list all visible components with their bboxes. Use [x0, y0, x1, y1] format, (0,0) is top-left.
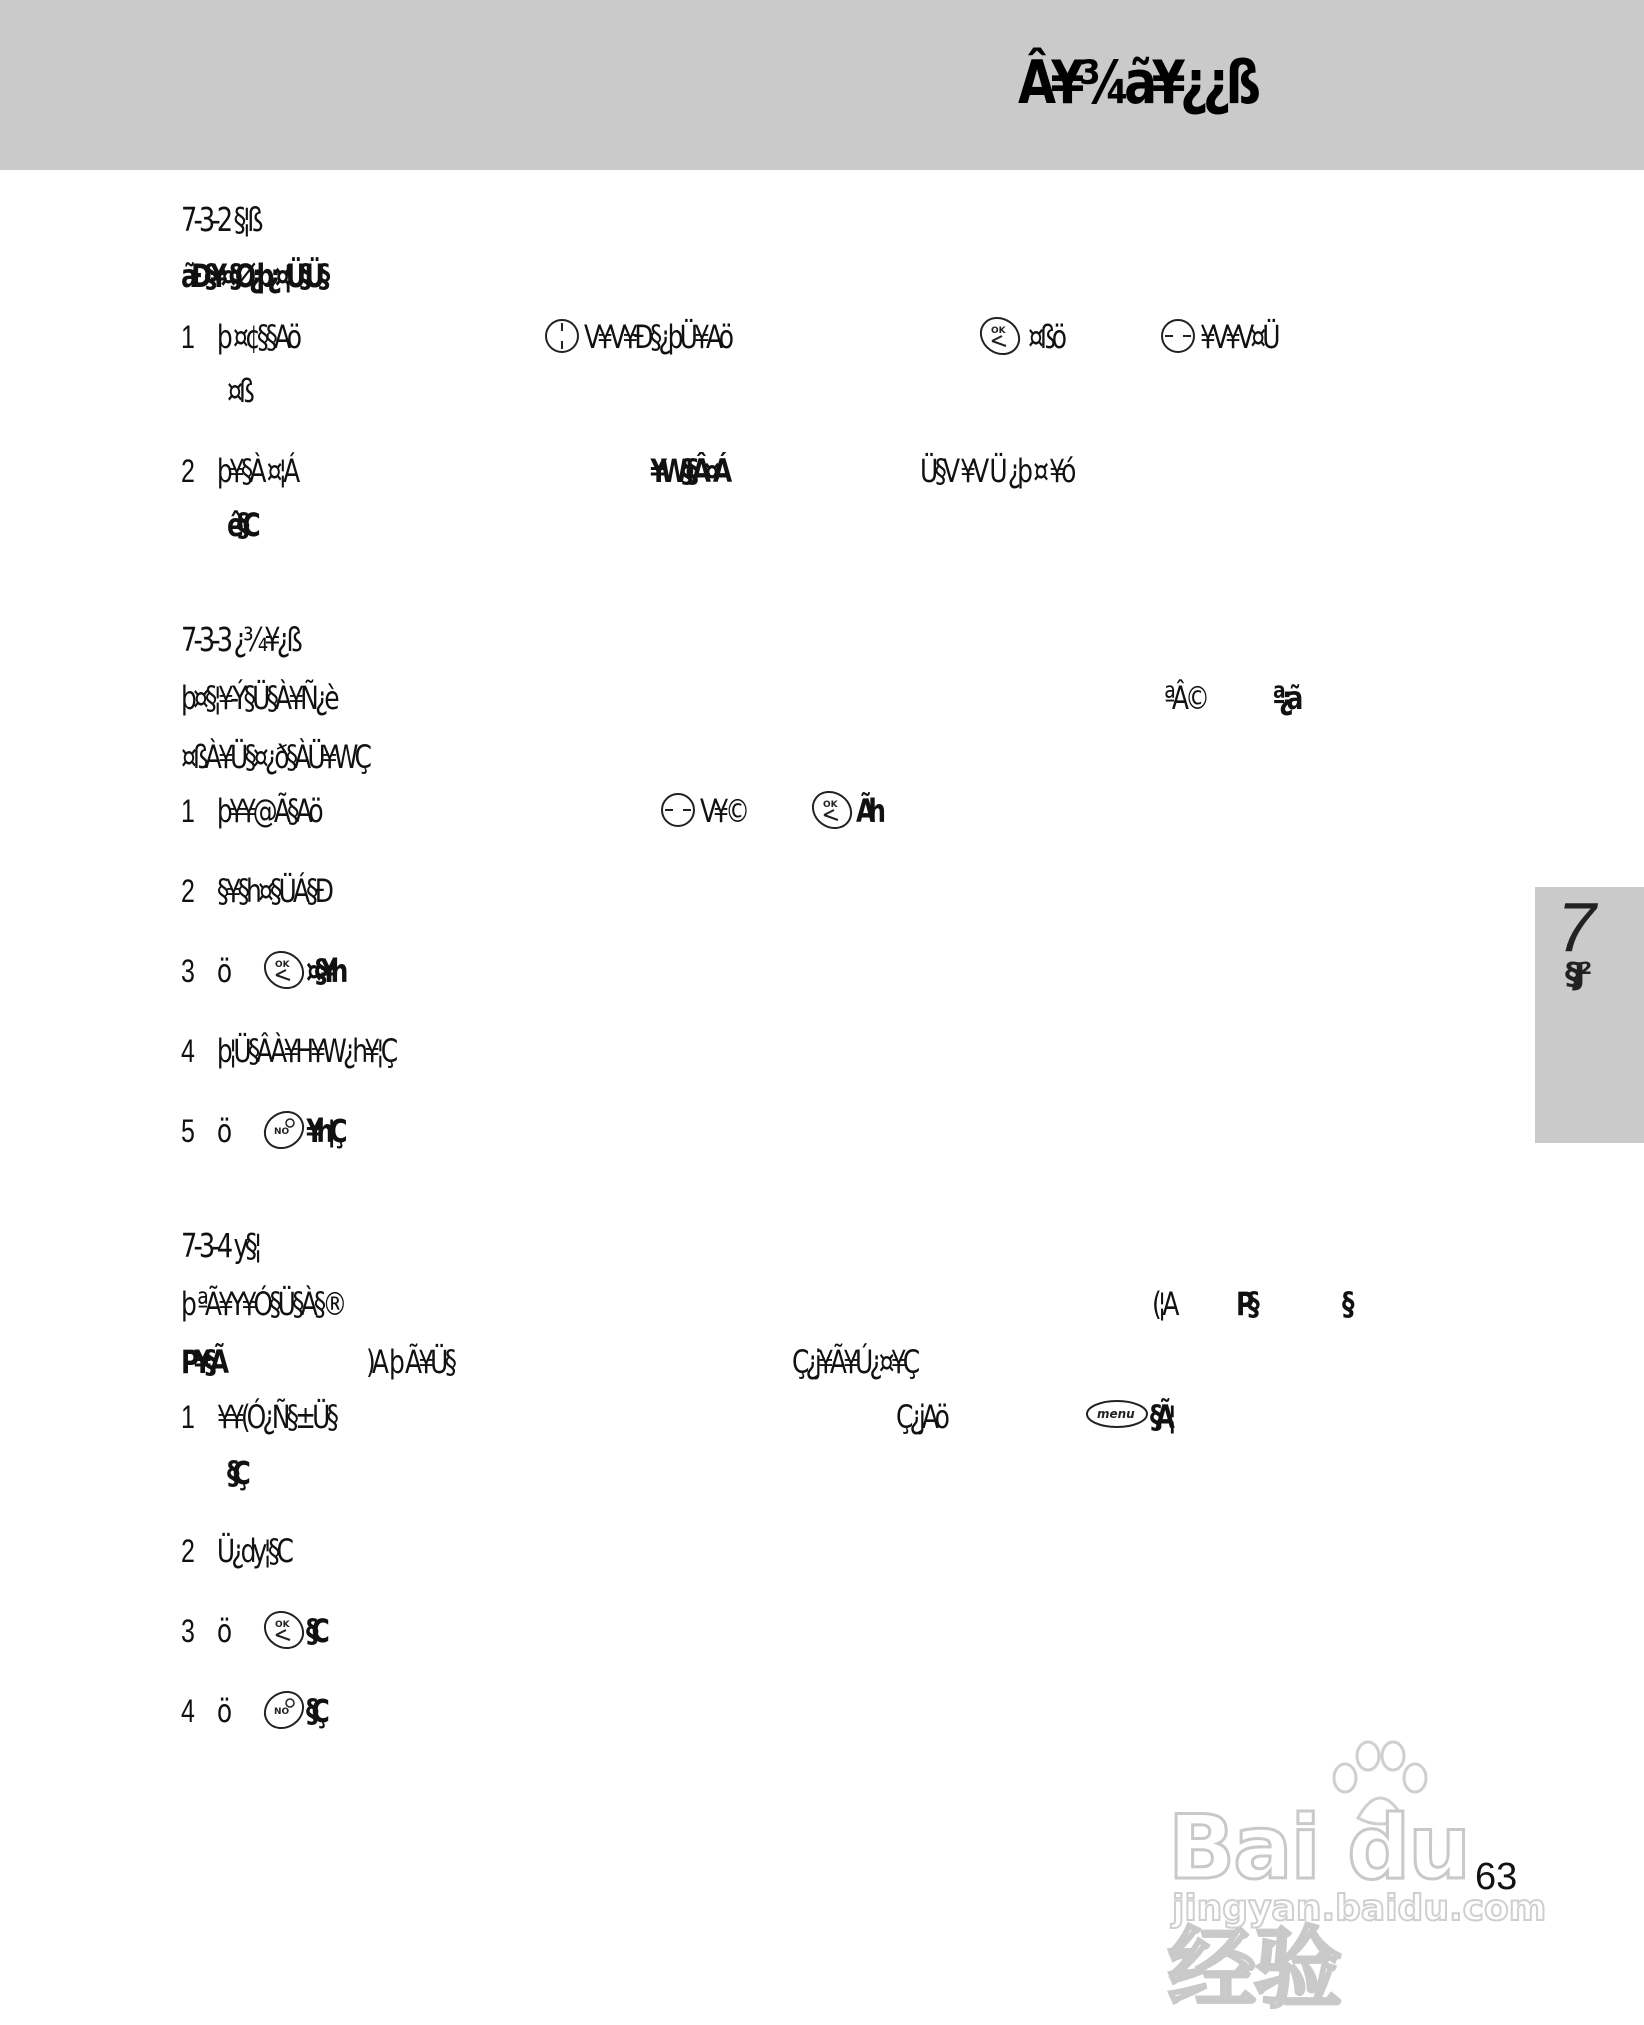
step-7-3-3-5: [181, 1112, 228, 1150]
step-text: þ¥§À ¤¦Á: [216, 452, 297, 490]
svg-text:OK: OK: [275, 960, 290, 970]
nav-left-right-icon: [660, 792, 696, 828]
section-heading-7-3-3: 7-3-3 ¿¾¥¿ß: [181, 620, 299, 659]
step-number: 5: [181, 1113, 195, 1149]
section-text-fragment: P§: [1236, 1285, 1253, 1323]
step-number: 1: [181, 319, 195, 355]
section-heading-7-3-2: 7-3-2 §¦ß: [181, 200, 260, 239]
step-number: 1: [181, 1399, 195, 1435]
step-number: 2: [181, 873, 195, 909]
watermark-url: jingyan.baidu.com: [1172, 1888, 1547, 1929]
step-number: 2: [181, 453, 195, 489]
section-text-7-3-4-line2: P ¥§Ã: [181, 1343, 223, 1381]
step-7-3-3-2: [181, 872, 330, 910]
step-text: Ü§V ¥V Ü ¿þ ¤ ¥ó: [920, 452, 1073, 490]
step-text: ¤§¥h: [306, 952, 342, 990]
section-text-fragment: ªÂ©: [1164, 679, 1207, 717]
svg-text:OK: OK: [991, 326, 1006, 336]
section-text-7-3-3-line1: þ¤§¦¥-Ý§Ü§À¥Ñ¿è: [181, 679, 336, 717]
step-text: ö: [216, 1112, 229, 1150]
section-text-fragment: ª¿ã: [1272, 679, 1297, 717]
page-header-title: Â¥¾ã¥¿¿ß: [1018, 48, 1256, 118]
step-text: §Ã¦: [1150, 1398, 1170, 1436]
section-text-7-3-3-line2: ¤ßÀ¥Ü§¤¿ð§ÀÜ¥WÇ: [181, 738, 369, 776]
step-text: ¥¥(Ó¿Ñ§±Ü§: [216, 1398, 336, 1436]
step-text: ¥W§§Â¤Á: [650, 452, 726, 490]
section-heading-7-3-4: 7-3-4 y§¦: [181, 1226, 259, 1265]
step-7-3-3-1: [181, 792, 320, 830]
svg-text:NO: NO: [274, 1127, 290, 1137]
menu-key-icon: [1085, 1398, 1149, 1430]
no-key-icon: [262, 1110, 306, 1150]
step-number: 4: [181, 1033, 195, 1069]
step-text: ¥V¥V¤Ü: [1200, 318, 1277, 356]
step-continuation: §Ç: [227, 1454, 244, 1492]
svg-text:NO: NO: [274, 1707, 290, 1717]
step-number: 3: [181, 1613, 195, 1649]
no-key-icon: [262, 1690, 306, 1730]
chapter-side-tab: [1535, 887, 1644, 1143]
step-text: ö: [216, 952, 229, 990]
section-text-fragment: Ç¿j¥Ã¥Ú¿¤¥Ç: [792, 1343, 917, 1381]
step-text: þ¦Ü§ÂÀ¥H¥W¿h¥¦Ç: [216, 1032, 395, 1070]
step-text: V¥V¥Ð§¿þÜ¥Aö: [584, 318, 731, 356]
nav-up-down-icon: [544, 318, 580, 354]
step-text: ¥h¦Ç: [306, 1112, 341, 1150]
section-text-fragment: )A þ Ã¥Ü§: [366, 1343, 454, 1381]
section-intro-7-3-2: ãÐ§¥¤§Ø¿þ¿¤¦Ü§Ü§: [181, 257, 324, 295]
ok-key-icon: [262, 950, 306, 990]
chapter-number: 7: [1557, 888, 1596, 966]
step-text: Ü¿dy¦§C: [216, 1532, 291, 1570]
step-7-3-3-4: [181, 1032, 394, 1070]
step-number: 3: [181, 953, 195, 989]
step-7-3-4-3: [181, 1612, 228, 1650]
step-continuation: ê§C: [227, 506, 254, 544]
step-text: ö: [216, 1612, 229, 1650]
step-text: §¥§h¤§ÜÁ§Ð: [216, 872, 331, 910]
step-7-3-4-2: [181, 1532, 290, 1570]
baidu-watermark: [1168, 1738, 1558, 2020]
step-7-3-3-3: [181, 952, 228, 990]
nav-left-right-icon: [1160, 318, 1196, 354]
step-text: V¥©: [700, 792, 747, 830]
ok-key-icon: [810, 790, 854, 830]
ok-key-icon: [978, 316, 1022, 356]
watermark-logo-text: Bai du 经验: [1168, 1796, 1469, 2020]
step-text: þ ¤¢§§Aö: [216, 318, 299, 356]
header-band: [0, 0, 1644, 170]
step-continuation: ¤ß: [227, 372, 251, 410]
step-text: Ç¿jAö: [896, 1398, 947, 1436]
step-text: ö: [216, 1692, 229, 1730]
step-number: 2: [181, 1533, 195, 1569]
section-text-7-3-4-line1: þ ªÃ¥Y¥Ó§Ü§À§®: [181, 1285, 344, 1323]
step-text: §Ç: [306, 1692, 323, 1730]
chapter-label: §J²: [1565, 957, 1587, 992]
step-text: Ãh: [856, 792, 880, 830]
page-number: 63: [1475, 1856, 1518, 1898]
section-text-fragment: (¦A: [1152, 1285, 1176, 1323]
step-7-3-2-1: [181, 318, 298, 356]
step-text: §C: [306, 1612, 323, 1650]
svg-text:OK: OK: [275, 1620, 290, 1630]
step-text: ¤ßö: [1028, 318, 1064, 356]
step-7-3-2-2: [181, 452, 296, 490]
step-7-3-4-1: [181, 1398, 335, 1436]
step-text: þ¥¥@Ã§Aö: [216, 792, 320, 830]
svg-text:OK: OK: [823, 800, 838, 810]
step-number: 4: [181, 1693, 195, 1729]
ok-key-icon: [262, 1610, 306, 1650]
section-text-fragment: §: [1342, 1285, 1348, 1323]
svg-text:menu: menu: [1097, 1407, 1135, 1421]
step-7-3-4-4: [181, 1692, 228, 1730]
step-number: 1: [181, 793, 195, 829]
